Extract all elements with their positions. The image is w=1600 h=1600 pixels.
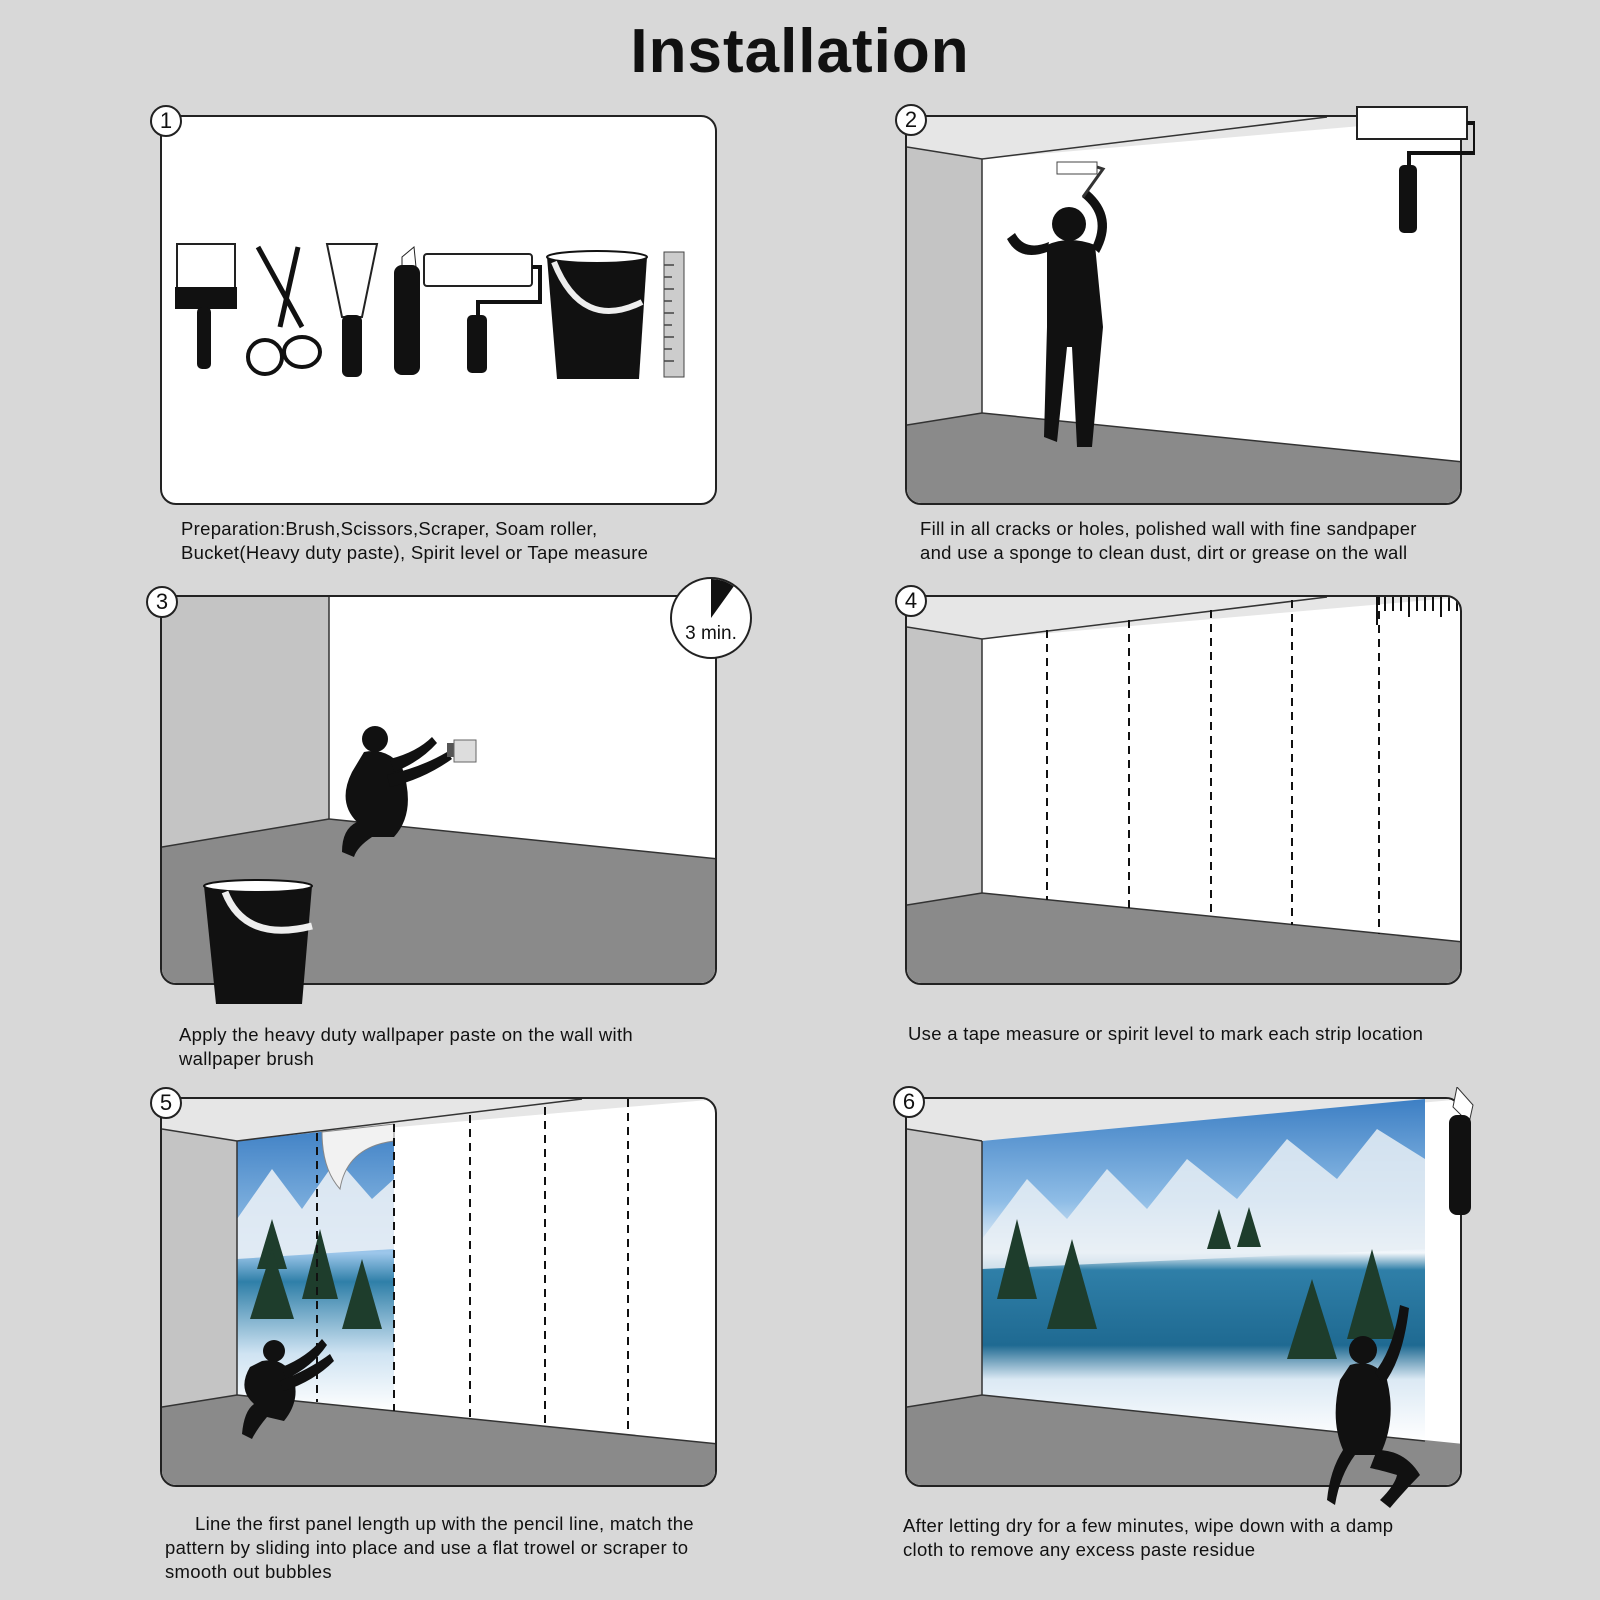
step-4-number: 4 bbox=[895, 585, 927, 617]
bucket-icon bbox=[547, 251, 647, 379]
roller-icon bbox=[424, 254, 540, 373]
timer-icon bbox=[670, 577, 752, 659]
step-4-caption: Use a tape measure or spirit level to mark each strip location bbox=[908, 1023, 1424, 1044]
step-3-caption: Apply the heavy duty wallpaper paste on the wall with wallpaper brush bbox=[179, 1024, 633, 1069]
step-5-number: 5 bbox=[150, 1087, 182, 1119]
step-2-number: 2 bbox=[895, 104, 927, 136]
step-5-illustration bbox=[160, 1097, 717, 1487]
scissors-icon bbox=[248, 247, 320, 374]
roller-icon bbox=[1355, 105, 1475, 235]
step-1-number: 1 bbox=[150, 105, 182, 137]
knife-icon bbox=[1445, 1087, 1475, 1217]
step-2-caption: Fill in all cracks or holes, polished wall with fine sandpaper and use a sponge to clean dust, dirt or grease on the wall bbox=[920, 518, 1417, 563]
person-silhouette-icon bbox=[1325, 1300, 1435, 1515]
step-5-caption: Line the first panel length up with the pencil line, match the pattern by sliding into place and use a flat trowel or scraper to smooth out bubbles bbox=[165, 1513, 694, 1582]
knife-icon bbox=[394, 247, 420, 375]
scraper-icon bbox=[327, 244, 377, 377]
brush-icon bbox=[175, 244, 237, 369]
ruler-icon bbox=[664, 252, 684, 377]
timer-label: 3 min. bbox=[685, 623, 737, 644]
step-4-illustration bbox=[905, 595, 1462, 985]
step-6-caption: After letting dry for a few minutes, wipe down with a damp cloth to remove any excess paste residue bbox=[903, 1515, 1394, 1560]
step-1-illustration bbox=[160, 115, 717, 505]
step-6-number: 6 bbox=[893, 1086, 925, 1118]
bucket-icon bbox=[200, 878, 325, 1008]
person-silhouette-icon bbox=[1007, 191, 1107, 447]
page-title: Installation bbox=[630, 17, 970, 86]
step-3-number: 3 bbox=[146, 586, 178, 618]
step-1-caption: Preparation:Brush,Scissors,Scraper, Soam roller, Bucket(Heavy duty paste), Spirit level or Tape measure bbox=[181, 518, 649, 563]
